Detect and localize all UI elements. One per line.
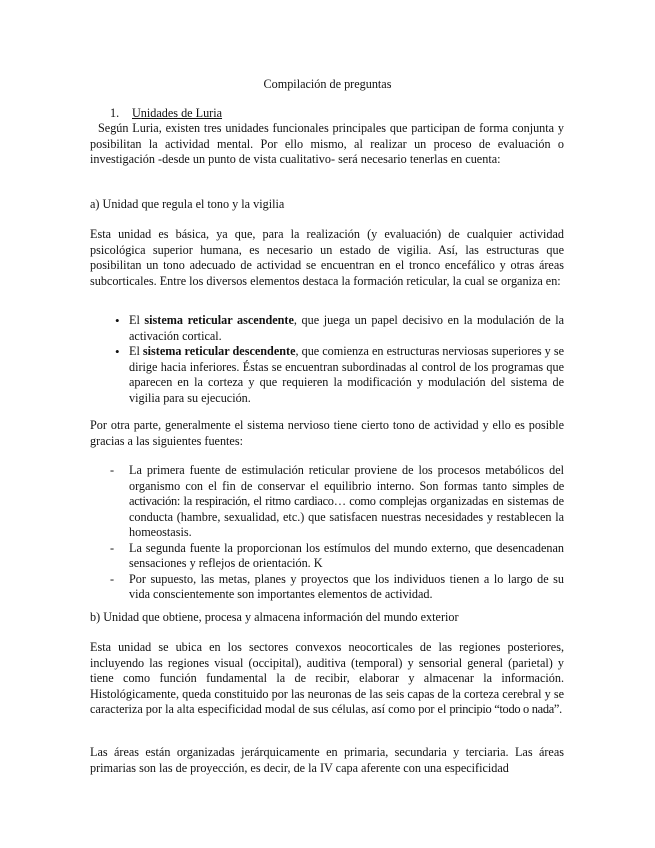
unit-b-paragraph-text: Esta unidad se ubica en los sectores convexos neocorticales de las regiones posteriores, incluyendo las regiones visual (occipital), auditiva (temporal) y sensorial general (parietal) y tiene como función fundamental la de recibir, elaborar y almacenar la información. Histológicamente, queda constituido por las neuronas de las seis capas de la corteza cerebral y se caracteriza por la alta especificidad modal de sus células, así como por el [90, 640, 564, 716]
source-text: La segunda fuente la proporcionan los estímulos del mundo externo, que desencadenan sensaciones y reflejos de orientación. K [129, 540, 564, 570]
bullet-text-post: , que comienza en estructuras nerviosas superiores y se dirige hacia inferiores. Éstas se encuentran subordinadas al control de los programas que aparecen en la corteza y que requieren la modificación y modulación del sistema de vigilia para su ejecución. [129, 344, 564, 405]
section-heading-luria [110, 106, 564, 122]
unit-b-paragraph-end: . [559, 702, 563, 716]
unit-a-paragraph: Esta unidad es básica, ya que, para la realización (y evaluación) de cualquier actividad psicológica superior humana, es necesario un estado de vigilia. Así, las estructuras que posibilitan un tono adecuado de actividad se encuentran en el tronco encefálico y otras áreas subcorticales. Entre los diversos elementos destaca la formación reticular, la cual se organiza en: [90, 227, 564, 288]
bullet-text-post: , que juega un papel decisivo en la modulación de la activación cortical. [129, 313, 564, 343]
activity-sources-list [110, 463, 564, 603]
list-item [115, 313, 564, 344]
page-title: Compilación de preguntas [263, 77, 392, 91]
list-item [110, 572, 564, 603]
bullet-term: sistema reticular descendente [142, 344, 296, 358]
unit-b-heading: b) Unidad que obtiene, procesa y almacena información del mundo exterior [90, 610, 459, 624]
section-number: 1. [110, 106, 120, 120]
source-text: La primera fuente de estimulación reticular proviene de los procesos metabólicos del organismo con el fin de conservar el equilibrio interno. Son formas tanto [129, 463, 564, 493]
bullet-text-pre: El [129, 313, 145, 327]
bullet-term: sistema reticular ascendente [144, 313, 294, 327]
unit-b-paragraph [90, 640, 564, 718]
source-text-condensed: simples de activación: la respiración, el ritmo cardiaco… como complejas [129, 478, 564, 508]
intro-paragraph: Según Luria, existen tres unidades funcionales principales que participan de forma conjunta y posibilitan la actividad mental. Por ello mismo, al realizar un proceso de evaluación o investigación -desde un punto de vista cualitativo- será necesario tenerlas en cuenta: [90, 121, 564, 166]
unit-a-heading: a) Unidad que regula el tono y la vigilia [90, 197, 285, 211]
list-item [115, 344, 564, 406]
section-heading-text: Unidades de Luria [132, 106, 223, 120]
list-item [110, 463, 564, 541]
list-item [110, 541, 564, 572]
bullet-text-pre: El [129, 344, 143, 358]
source-text: Por supuesto, las metas, planes y proyectos que los individuos tienen a lo largo de su vida conscientemente son importantes elementos de actividad. [129, 571, 564, 601]
source-text-end: organizadas en sistemas de conducta (hambre, sexualidad, etc.) que satisfacen nuestras necesidades y restablecen la homeostasis. [129, 494, 564, 539]
unit-a-paragraph-2: Por otra parte, generalmente el sistema nervioso tiene cierto tono de actividad y ello es posible gracias a las siguientes fuentes: [90, 418, 564, 448]
principle-term: principio “todo o nada” [449, 702, 560, 716]
reticular-systems-list [115, 313, 564, 406]
unit-b-paragraph-2: Las áreas están organizadas jerárquicamente en primaria, secundaria y terciaria. Las áreas primarias son las de proyección, es decir, de la IV capa aferente con una especificidad [90, 745, 564, 775]
